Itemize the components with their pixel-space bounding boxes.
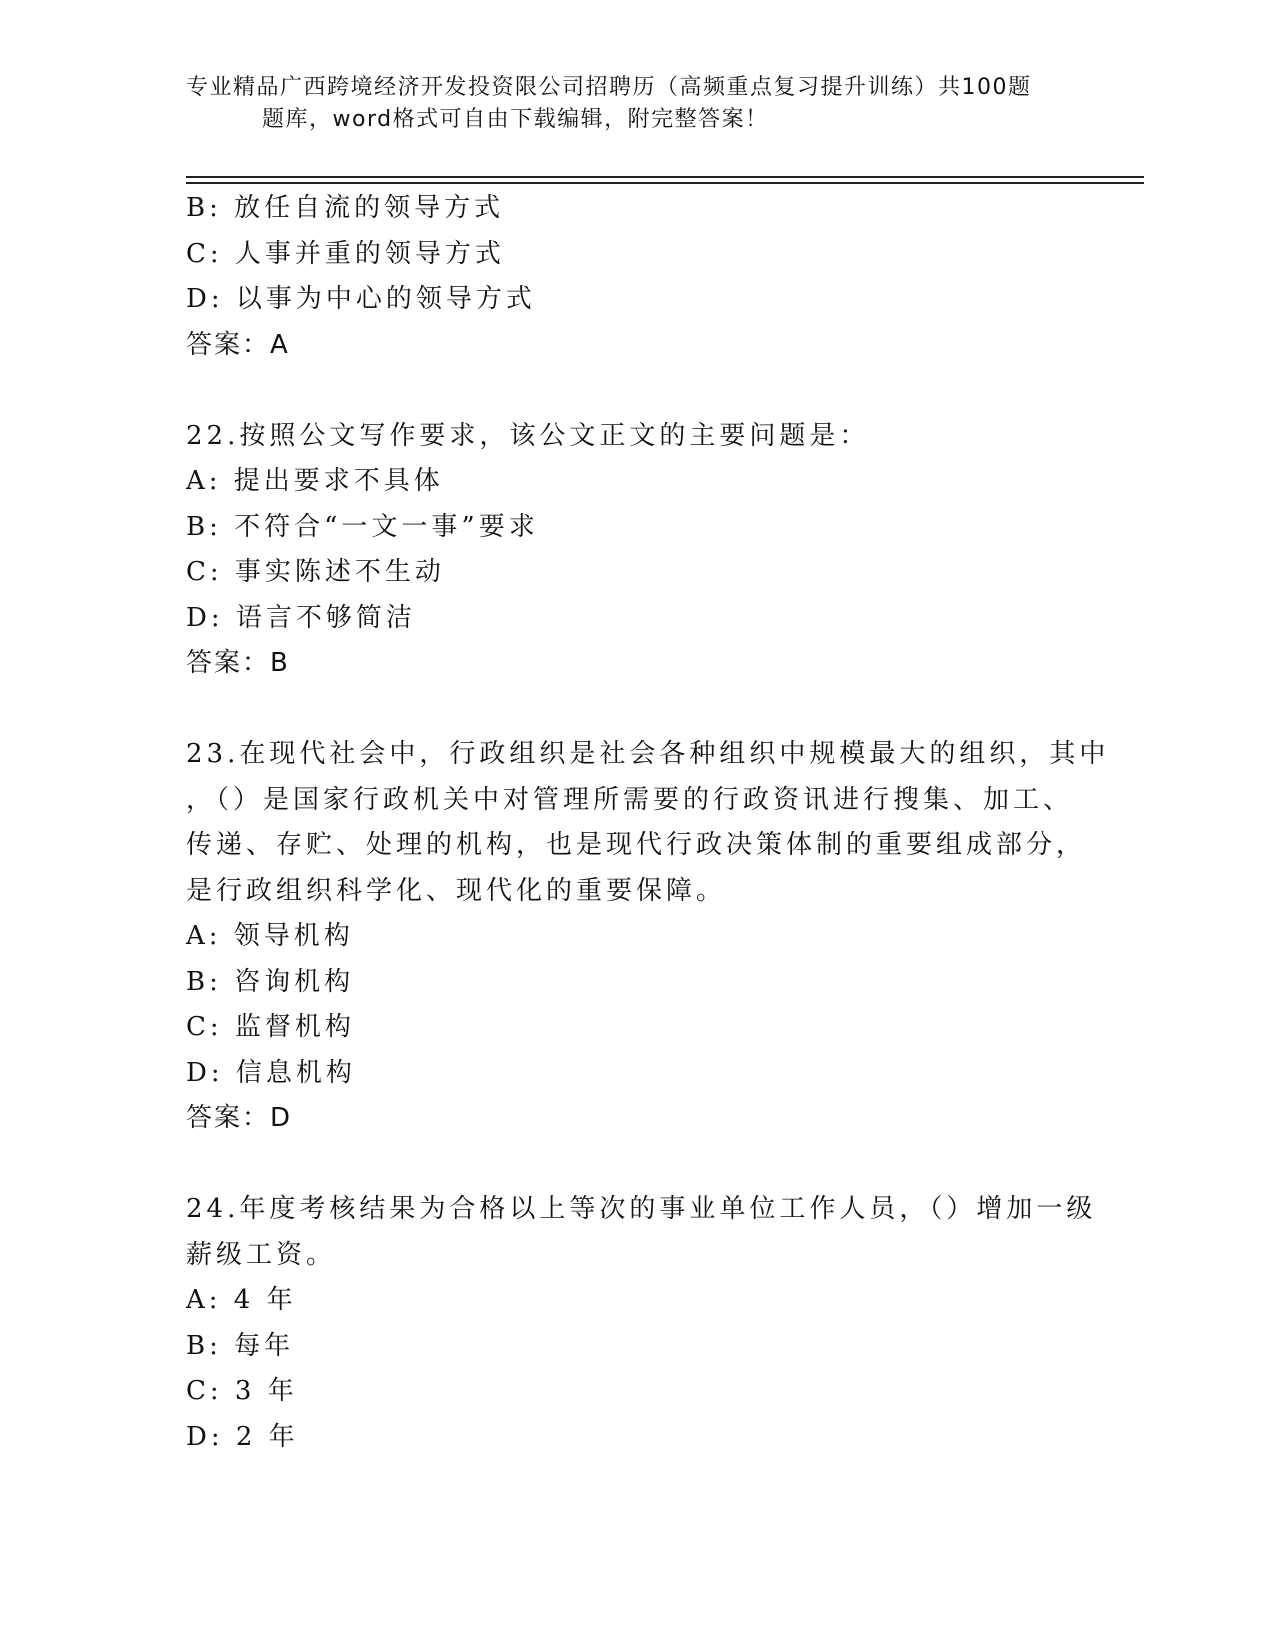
answer-line: 答案：A bbox=[186, 329, 290, 360]
option-b: B: 咨询机构 bbox=[186, 966, 355, 997]
question-stem-line: 24.年度考核结果为合格以上等次的事业单位工作人员，（）增加一级 bbox=[186, 1194, 1097, 1224]
option-d: D: 以事为中心的领导方式 bbox=[186, 284, 536, 314]
option-b: B: 不符合“一文一事”要求 bbox=[186, 511, 539, 542]
question-stem-line: 23.在现代社会中，行政组织是社会各种组织中规模最大的组织，其中 bbox=[186, 739, 1110, 769]
option-c: C: 3 年 bbox=[186, 1376, 298, 1406]
header-title-line-2: 题库，word格式可自由下载编辑，附完整答案！ bbox=[262, 107, 769, 132]
header-rule-bottom bbox=[186, 182, 1144, 184]
option-c: C: 监督机构 bbox=[186, 1012, 355, 1042]
option-a: A: 4 年 bbox=[186, 1285, 297, 1315]
answer-line: 答案：D bbox=[186, 1103, 293, 1133]
option-a: A: 提出要求不具体 bbox=[186, 466, 444, 496]
question-22 bbox=[186, 414, 1086, 687]
question-stem-line: ，（）是国家行政机关中对管理所需要的行政资讯进行搜集、加工、 bbox=[186, 784, 1074, 815]
option-d: D: 2 年 bbox=[186, 1421, 299, 1452]
spacer bbox=[186, 368, 1086, 414]
answer-line: 答案：B bbox=[186, 648, 290, 678]
question-24 bbox=[186, 1187, 1097, 1460]
option-d: D: 语言不够简洁 bbox=[186, 602, 416, 633]
question-list bbox=[186, 186, 1110, 1460]
question-stem: 22.按照公文写作要求，该公文正文的主要问题是： bbox=[186, 420, 870, 451]
question-23 bbox=[186, 732, 1110, 1142]
option-c: C: 人事并重的领导方式 bbox=[186, 238, 505, 269]
option-a: A: 领导机构 bbox=[186, 921, 354, 951]
question-21-continued bbox=[186, 186, 1086, 368]
option-c: C: 事实陈述不生动 bbox=[186, 557, 445, 587]
option-d: D: 信息机构 bbox=[186, 1057, 356, 1088]
question-stem-line: 薪级工资。 bbox=[186, 1239, 337, 1270]
option-b: B: 每年 bbox=[186, 1330, 295, 1361]
document-header bbox=[186, 72, 1086, 136]
option-b: B: 放任自流的领导方式 bbox=[186, 193, 505, 223]
header-title-line-1: 专业精品广西跨境经济开发投资限公司招聘历（高频重点复习提升训练）共100题 bbox=[186, 75, 1032, 100]
question-stem-line: 是行政组织科学化、现代化的重要保障。 bbox=[186, 875, 727, 906]
header-rule-top bbox=[186, 176, 1144, 178]
spacer bbox=[186, 687, 1086, 733]
question-stem-line: 传递、存贮、处理的机构，也是现代行政决策体制的重要组成部分， bbox=[186, 830, 1087, 860]
spacer bbox=[186, 1142, 1086, 1188]
